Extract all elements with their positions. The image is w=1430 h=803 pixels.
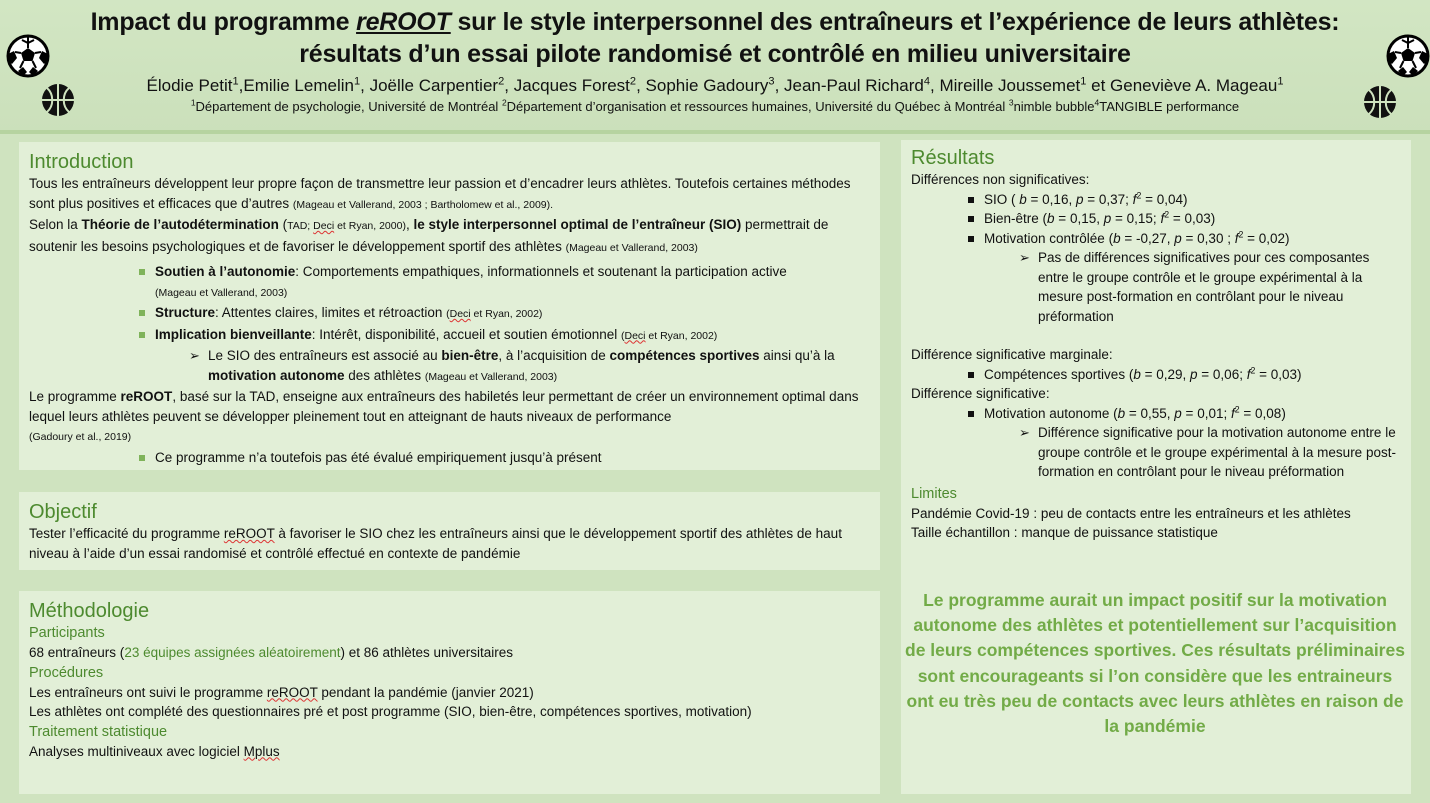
participants-heading: Participants	[29, 625, 105, 641]
participants-text: 68 entraîneurs (23 équipes assignées aléatoirement) et 86 athlètes universitaires	[29, 645, 514, 660]
procedures-text-1: Les entraîneurs ont suivi le programme reROOT pendant la pandémie (janvier 2021)	[29, 684, 534, 700]
limite-item: Pandémie Covid-19 : peu de contacts entre les entraîneurs et les athlètes	[911, 505, 1351, 521]
conclusion-statement: Le programme aurait un impact positif sur la motivation autonome des athlètes et potentiellement sur l’acquisition de leurs compétences sportives. Ces résultats préliminaires sont encourageants si l’on considère que les entraineurs ont eu très peu de contacts avec leurs athlètes en raison de la pandémie	[905, 590, 1405, 737]
introduction-heading: Introduction	[29, 151, 134, 173]
marginal-results-list	[966, 365, 1401, 385]
program-gap-list	[137, 448, 870, 468]
objectif-panel	[19, 492, 880, 570]
poster-header	[0, 0, 1430, 132]
basketball-icon	[40, 82, 76, 118]
nonsig-results-list	[966, 190, 1401, 249]
introduction-paragraph-3: Le programme reROOT, basé sur la TAD, enseigne aux entraîneurs des habiletés leur permettant de créer un environnement optimal dans lequel leurs athlètes peuvent se développer pleinement tout en atteignant de hauts niveaux de performance (Gadoury et al., 2019)	[29, 389, 859, 443]
introduction-panel	[19, 142, 880, 470]
resultats-heading: Résultats	[911, 147, 995, 169]
list-item: SIO ( b = 0,16, p = 0,37; $f^2 = 0,04$)	[966, 190, 1401, 210]
soccer-ball-icon	[1386, 34, 1430, 78]
objectif-text: Tester l’efficacité du programme reROOT à favoriser le SIO chez les entraîneurs ainsi que le développement sportif des athlètes de haut niveau à l’aide d’un essai randomisé et contrôlé effectué en contexte de pandémie	[29, 526, 842, 561]
limite-item: Taille échantillon : manque de puissance statistique	[911, 525, 1218, 540]
list-item: Implication bienveillante: Intérêt, disponibilité, accueil et soutien émotionnel (Deci et Ryan, 2002)	[137, 325, 870, 347]
nonsig-label: Différences non significatives:	[911, 172, 1090, 187]
affiliation-list: $^1$Département de psychologie, Université de Montréal $^2$Département d’organisation et ressources humaines, Université du Québec à Montréal $^3$nimble bubble$^4$TANGIBLE performance	[190, 97, 1240, 114]
poster-title-line-1: Impact du programme reROOT sur le style interpersonnel des entraîneurs et l’expérience de leurs athlètes:	[90, 8, 1340, 36]
objectif-heading: Objectif	[29, 501, 97, 523]
list-item: Structure: Attentes claires, limites et rétroaction (Deci et Ryan, 2002)	[137, 303, 870, 325]
list-item: Ce programme n’a toutefois pas été évalué empiriquement jusqu’à présent	[137, 448, 870, 468]
sio-outcomes-note: ➢ Le SIO des entraîneurs est associé au bien-être, à l’acquisition de compétences sportives ainsi qu’à la motivation autonome des athlètes (Mageau et Vallerand, 2003)	[189, 346, 870, 387]
sig-results-list	[966, 404, 1401, 424]
methodologie-heading: Méthodologie	[29, 600, 150, 622]
stats-text: Analyses multiniveaux avec logiciel Mplus	[29, 743, 280, 759]
list-item: Motivation autonome (b = 0,55, p = 0,01; $f^2 = 0,08$)	[966, 404, 1401, 424]
stats-heading: Traitement statistique	[29, 723, 168, 740]
procedures-text-2: Les athlètes ont complété des questionnaires pré et post programme (SIO, bien-être, compétences sportives, motivation)	[29, 704, 752, 719]
list-item: Soutien à l’autonomie: Comportements empathiques, informationnels et soutenant la participation active (Mageau et Vallerand, 2003)	[137, 262, 870, 303]
list-item: Motivation contrôlée (b = -0,27, p = 0,30 ; $f^2 = 0,02$)	[966, 229, 1401, 249]
methodologie-panel	[19, 591, 880, 794]
introduction-paragraph-1: Tous les entraîneurs développent leur propre façon de transmettre leur passion et d’encadrer leurs athlètes. Toutefois certaines méthodes sont plus positives et efficaces que d’autres (Mageau et Vallerand, 2003 ; Bartholomew et al., 2009).	[29, 176, 851, 211]
nonsig-note: ➢ Pas de différences significatives pour ces composantes entre le groupe contrôle et le groupe expérimental à la mesure post-formation en contrôlant pour le niveau préformation	[1019, 248, 1401, 326]
procedures-heading: Procédures	[29, 664, 104, 681]
program-name: reROOT	[356, 8, 451, 36]
basketball-icon	[1362, 84, 1398, 120]
sig-label: Différence significative:	[911, 386, 1050, 401]
limites-heading: Limites	[911, 485, 957, 502]
poster-title-line-2: résultats d’un essai pilote randomisé et contrôlé en milieu universitaire	[299, 40, 1131, 68]
list-item: Bien-être (b = 0,15, p = 0,15; $f^2 = 0,03$)	[966, 209, 1401, 229]
header-divider	[0, 130, 1430, 134]
list-item: Compétences sportives (b = 0,29, p = 0,06; $f^2 = 0,03$)	[966, 365, 1401, 385]
introduction-paragraph-2: Selon la Théorie de l’autodétermination (TAD; Deci et Ryan, 2000), le style interpersonnel optimal de l’entraîneur (SIO) permettrait de soutenir les besoins psychologiques et de favoriser le développement sportif des athlètes (Mageau et Vallerand, 2003)	[29, 217, 829, 254]
sio-dimensions-list	[137, 262, 870, 346]
soccer-ball-icon	[6, 34, 50, 78]
sig-note: ➢ Différence significative pour la motivation autonome entre le groupe contrôle et le groupe expérimental à la mesure post-formation en contrôlant pour le niveau préformation	[1019, 423, 1401, 482]
author-list: Élodie Petit$^1$,Emilie Lemelin$^1$, Joëlle Carpentier$^2$, Jacques Forest$^2$, Sophie Gadoury$^3$, Jean-Paul Richard$^4$, Mireille Joussemet$^1$ et Geneviève A. Mageau$^1$	[146, 75, 1284, 95]
marginal-label: Différence significative marginale:	[911, 347, 1113, 362]
